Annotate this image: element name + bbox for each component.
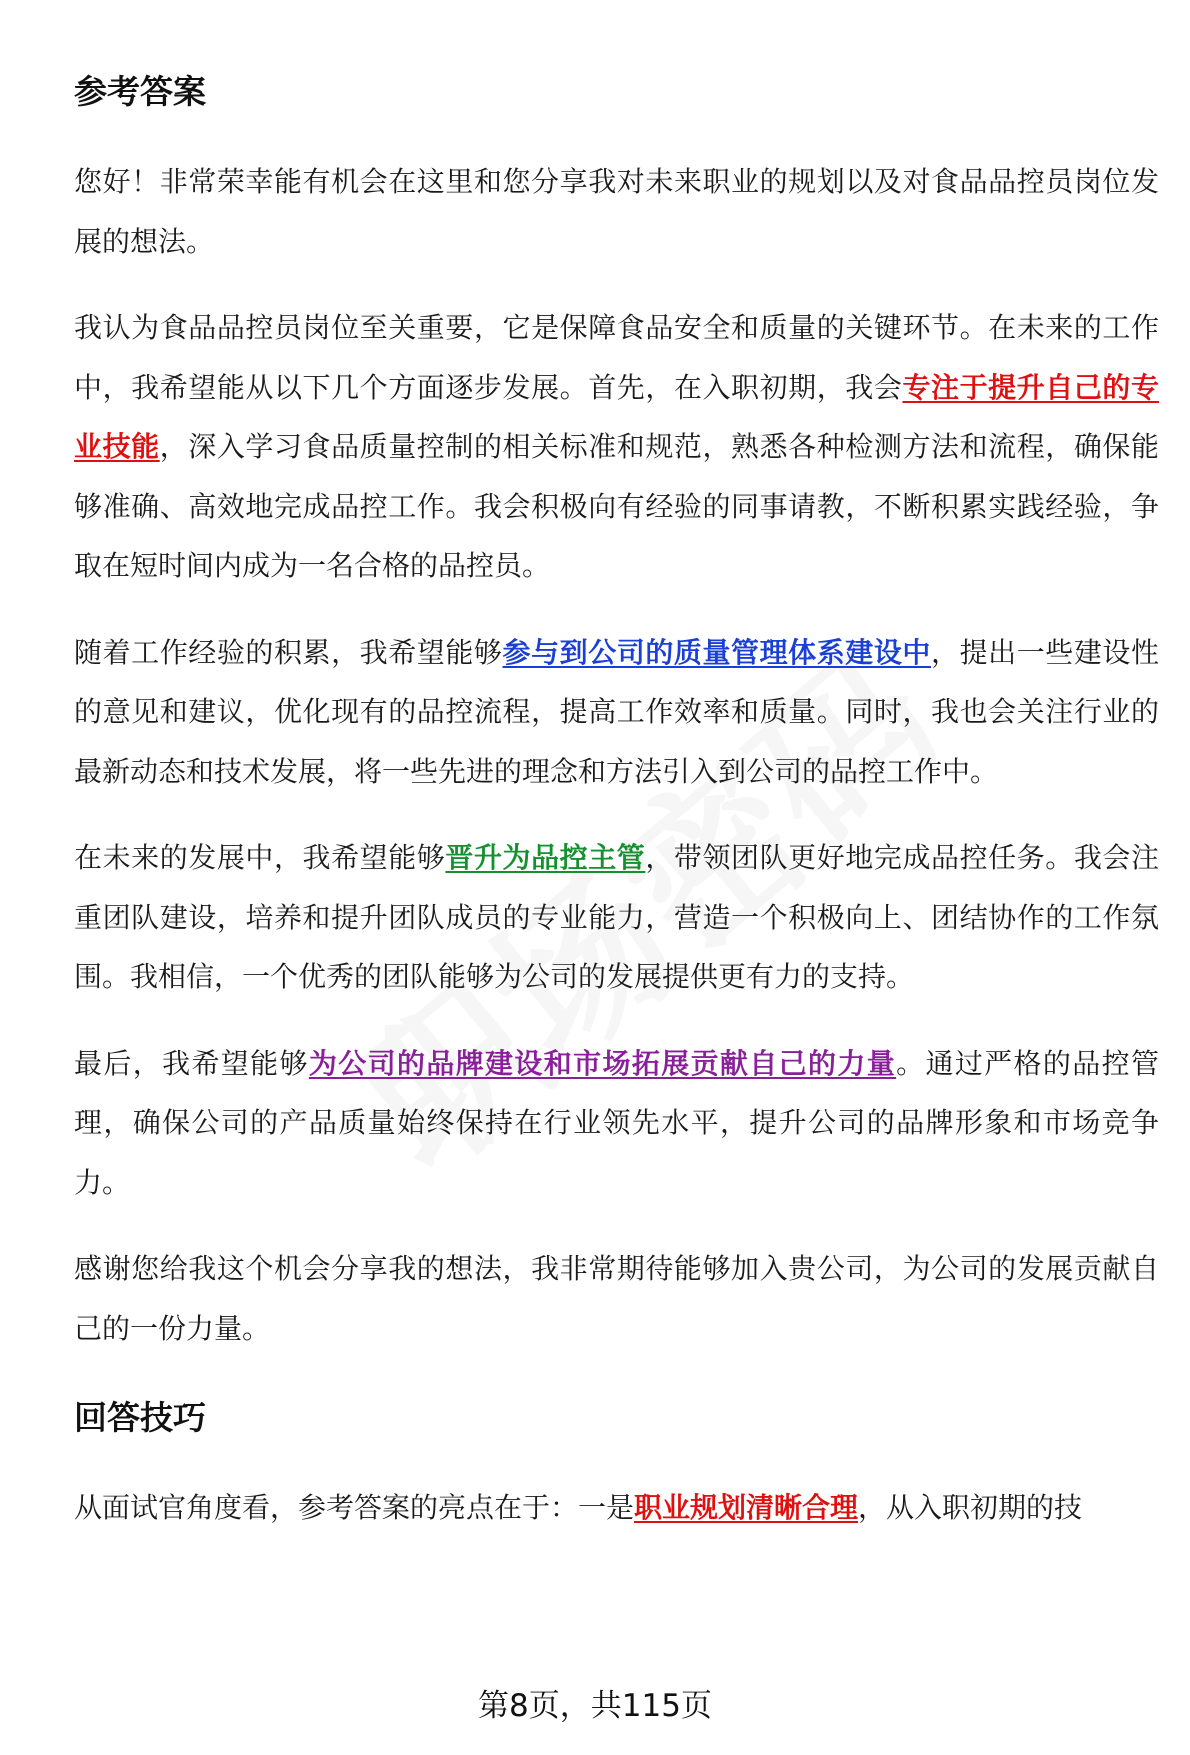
paragraph-promotion — [74, 828, 1159, 1007]
paragraph-early-career — [74, 298, 1159, 596]
paragraph-text: ，带领团队更好地完成品控任务。我会注重团队建设，培养和提升团队成员的专业能力，营造一个积极向上、团结协作的工作氛围。我相信，一个优秀的团队能够为公司的发展提供更有力的支持。 — [74, 841, 1159, 993]
paragraph-thanks: 感谢您给我这个机会分享我的想法，我非常期待能够加入贵公司，为公司的发展贡献自己的一份力量。 — [74, 1252, 1159, 1345]
paragraph-text: 。通过严格的品控管理，确保公司的产品质量始终保持在行业领先水平，提升公司的品牌形象和市场竞争力。 — [74, 1046, 1159, 1199]
paragraph-text: 在未来的发展中，我希望能够 — [74, 841, 446, 874]
paragraph-brand — [74, 1034, 1159, 1213]
paragraph-greeting: 您好！非常荣幸能有机会在这里和您分享我对未来职业的规划以及对食品品控员岗位发展的想法。 — [74, 165, 1159, 258]
paragraph-text: ，从入职初期的技 — [858, 1491, 1083, 1524]
document-content — [74, 62, 1159, 1538]
highlight-career-plan: 职业规划清晰合理 — [634, 1491, 859, 1524]
paragraph-tips — [74, 1478, 1159, 1538]
paragraph-text: 最后，我希望能够 — [74, 1046, 309, 1080]
paragraph-text: ，提出一些建设性的意见和建议，优化现有的品控流程，提高工作效率和质量。同时，我也会关注行业的最新动态和技术发展，将一些先进的理念和方法引入到公司的品控工作中。 — [74, 635, 1159, 788]
paragraph-text: 从面试官角度看，参考答案的亮点在于：一是 — [74, 1491, 635, 1524]
paragraph-quality-system — [74, 623, 1159, 802]
answer-section-title: 参考答案 — [74, 72, 206, 111]
page-number-footer: 第8页，共115页 — [478, 1688, 712, 1724]
paragraph-text: 我认为食品品控员岗位至关重要，它是保障食品安全和质量的关键环节。在未来的工作中，我希望能从以下几个方面逐步发展。首先，在入职初期，我会 — [74, 311, 1159, 404]
paragraph-text: ，深入学习食品质量控制的相关标准和规范，熟悉各种检测方法和流程，确保能够准确、高效地完成品控工作。我会积极向有经验的同事请教，不断积累实践经验，争取在短时间内成为一名合格的品控员。 — [74, 430, 1159, 582]
tips-section-title: 回答技巧 — [74, 1398, 206, 1437]
highlight-quality-system: 参与到公司的质量管理体系建设中 — [502, 635, 931, 669]
highlight-skills: 专注于提升自己的专业技能 — [74, 370, 1159, 463]
highlight-promotion: 晋升为品控主管 — [445, 841, 646, 874]
paragraph-text: 随着工作经验的积累，我希望能够 — [74, 635, 503, 669]
highlight-brand: 为公司的品牌建设和市场拓展贡献自己的力量 — [308, 1046, 897, 1080]
